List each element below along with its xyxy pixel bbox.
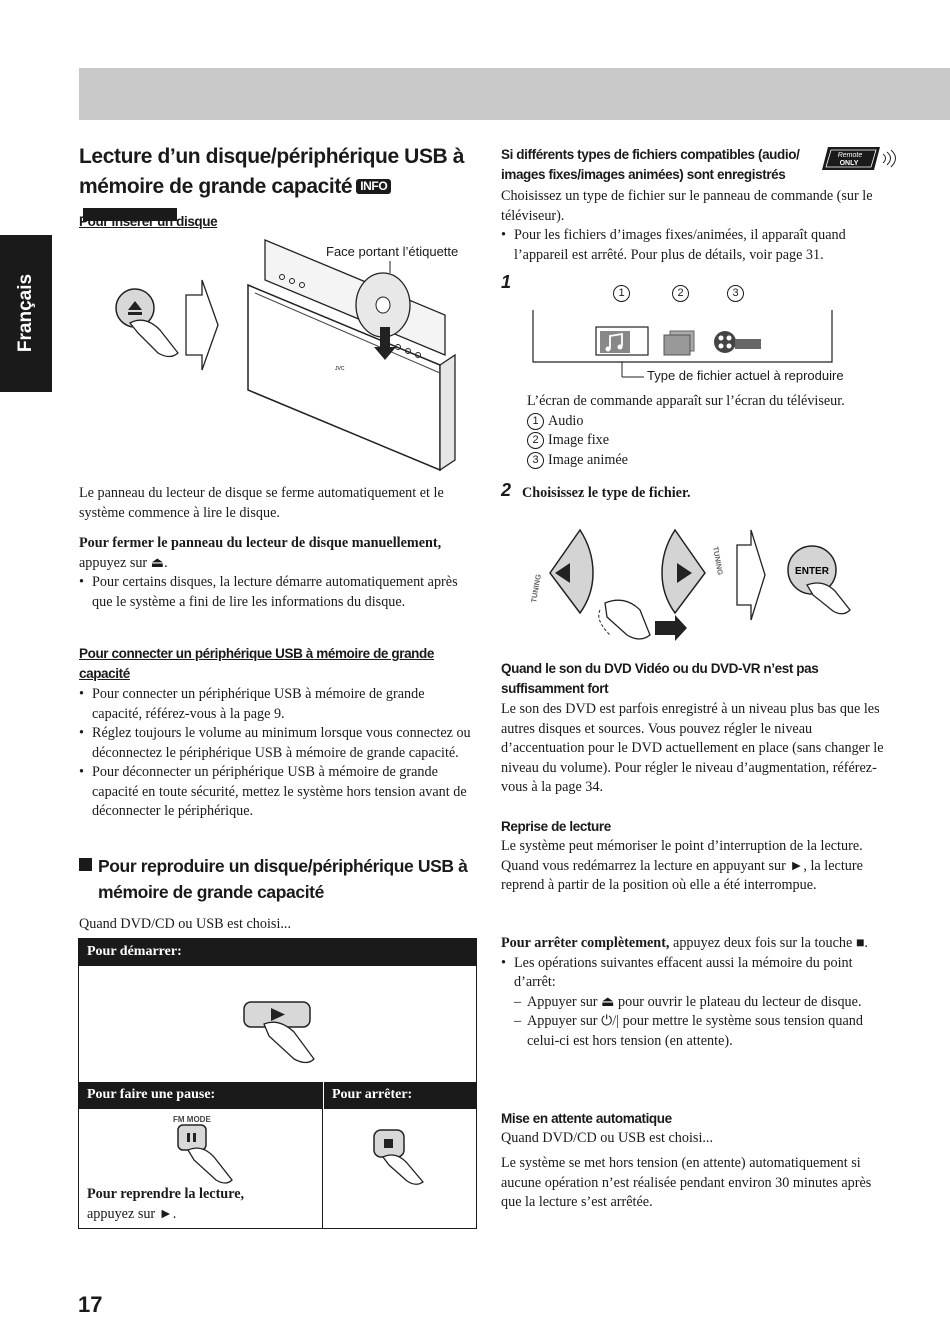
resume-text: Le système peut mémoriser le point d’interruption de la lecture. Quand vous redémarrez la lecture en appuyant sur ►, la lecture reprend à partir de la position où elle a été interrompue.	[501, 838, 863, 893]
current-type-label: Type de fichier actuel à reproduire	[647, 368, 844, 383]
start-header: Pour démarrer:	[79, 939, 476, 966]
close-panel-block: Pour fermer le panneau du lecteur de disque manuellement, appuyez sur ⏏. • Pour certains disques, la lecture démarre automatiquement après que le système a fini de lire les informations du disque.	[79, 534, 479, 612]
tuning-enter-illustration	[515, 525, 860, 650]
dvd-volume-text: Le son des DVD est parfois enregistré à un niveau plus bas que les autres disques et sources. Vous pouvez régler le niveau d’accentuation pour le DVD actuellement en place (sans changer le niveau du volume). Pour régler le niveau d’augmentation, référez-vous à la page 34.	[501, 701, 884, 795]
marker-1: 1	[613, 284, 634, 304]
arrow-icon	[737, 530, 765, 620]
svg-text:ENTER: ENTER	[795, 566, 829, 577]
play-button-icon	[239, 994, 329, 1074]
label-face-text: Face portant l’étiquette	[326, 244, 459, 259]
file-types-intro: Choisissez un type de fichier sur le panneau de commande (sur le téléviseur). • Pour les fichiers d’images fixes/animées, il apparaît quand l’appareil est arrêté. Pour plus de détails, voir page 31.	[501, 187, 901, 265]
step-2-number: 2	[501, 480, 512, 500]
list-item: – Appuyer sur ⏻/| pour mettre le système sous tension quand celui-ci est hors tension (en attente).	[514, 1012, 896, 1051]
list-item: • Réglez toujours le volume au minimum lorsque vous connectez ou déconnectez le périphérique USB à mémoire de grande capacité.	[79, 724, 474, 763]
auto-standby-heading: Mise en attente automatique	[501, 1111, 672, 1126]
list-item: • Pour connecter un périphérique USB à mémoire de grande capacité, référez-vous à la page 9.	[79, 685, 474, 724]
list-item: 3 Image animée	[527, 451, 907, 471]
still-image-file-icon	[664, 331, 694, 355]
tuning-right-button-icon	[662, 530, 705, 613]
svg-text:JVC: JVC	[335, 366, 345, 372]
dvd-volume-heading: Quand le son du DVD Vidéo ou du DVD-VR n’est pas suffisamment fort	[501, 661, 819, 696]
arrow-icon	[186, 280, 218, 370]
marker-3: 3	[727, 284, 748, 304]
pause-header: Pour faire une pause:	[79, 1082, 322, 1109]
resume-playback-note: Pour reprendre la lecture, appuyez sur ►.	[87, 1186, 245, 1222]
info-badge: INFO	[356, 179, 391, 194]
square-bullet-icon	[79, 858, 92, 871]
eject-button-icon	[116, 289, 178, 357]
play-section-heading: Pour reproduire un disque/périphérique USB à mémoire de grande capacité	[79, 853, 479, 905]
header-band	[79, 68, 950, 120]
usb-connect-heading: Pour connecter un périphérique USB à mémoire de grande capacité	[79, 646, 434, 681]
stop-header: Pour arrêter:	[324, 1082, 476, 1109]
stop-button-icon	[371, 1127, 436, 1187]
insert-description: Le panneau du lecteur de disque se ferme automatiquement et le système commence à lire le disque.	[79, 485, 444, 521]
fm-mode-label: FM MODE	[173, 1115, 211, 1124]
language-tab-label: Français	[15, 273, 36, 353]
full-stop-block: Pour arrêter complètement, appuyez deux fois sur la touche ■. • Les opérations suivantes effacent aussi la mémoire du point d’arrêt: – Appuyer sur ⏏ pour ouvrir le plateau du lecteur de disque. – Appuyer sur ⏻/| pour mettre le système sous tension quand celui-ci est hors tension (en attente).	[501, 934, 896, 1051]
list-item: • Pour les fichiers d’images fixes/animées, il apparaît quand l’appareil est arrêté. Pour plus de détails, voir page 31.	[501, 226, 901, 265]
insert-disc-heading: Pour insérer un disque	[79, 214, 218, 229]
file-type-list: L’écran de commande apparaît sur l’écran du téléviseur. 1 Audio 2 Image fixe 3 Image animée	[527, 392, 907, 470]
pause-button-icon	[174, 1122, 244, 1187]
enter-button-icon	[788, 546, 850, 614]
usb-connect-list	[79, 685, 474, 822]
auto-standby-text: Le système se met hors tension (en attente) automatiquement si aucune opération n’est réalisée pendant environ 30 minutes après que la lecture s’est arrêtée.	[501, 1155, 872, 1210]
list-item: 1 Audio	[527, 412, 907, 432]
movie-file-icon	[714, 331, 761, 353]
svg-text:ONLY: ONLY	[839, 160, 859, 167]
when-selected-text: Quand DVD/CD ou USB est choisi...	[79, 916, 292, 932]
step-1-number: 1	[501, 272, 512, 292]
svg-text:Remote: Remote	[837, 152, 863, 159]
language-tab	[0, 235, 52, 392]
remote-only-icon	[818, 144, 900, 174]
list-item: – Appuyer sur ⏏ pour ouvrir le plateau du lecteur de disque.	[514, 993, 896, 1013]
audio-file-icon	[600, 331, 630, 353]
svg-text:TUNING: TUNING	[711, 545, 725, 576]
auto-standby-selected: Quand DVD/CD ou USB est choisi...	[501, 1130, 714, 1146]
file-types-heading: Si différents types de fichiers compatibles (audio/ images fixes/images animées) sont enregistrés	[501, 147, 800, 182]
list-item: • Pour certains disques, la lecture démarre automatiquement après que le système a fini de lire les informations du disque.	[79, 573, 479, 612]
list-item: 2 Image fixe	[527, 431, 907, 451]
marker-2: 2	[672, 284, 693, 304]
step-2-instruction: Choisissez le type de fichier.	[522, 485, 691, 501]
section-title: Lecture d’un disque/périphérique USB à mémoire de grande capacité INFO	[79, 142, 479, 232]
list-item: • Pour déconnecter un périphérique USB à mémoire de grande capacité en toute sécurité, mettez le système hors tension avant de déconnecter le périphérique.	[79, 763, 474, 822]
stereo-device-icon	[248, 240, 455, 470]
resume-heading: Reprise de lecture	[501, 819, 611, 834]
tuning-left-button-icon	[550, 530, 593, 613]
insert-disc-illustration	[100, 235, 480, 475]
column-divider	[322, 1082, 323, 1228]
list-item: • Les opérations suivantes effacent aussi la mémoire du point d’arrêt:	[501, 954, 896, 993]
playback-controls-table	[78, 938, 477, 1229]
page-number: 17	[78, 1292, 103, 1317]
svg-text:TUNING: TUNING	[529, 573, 543, 604]
